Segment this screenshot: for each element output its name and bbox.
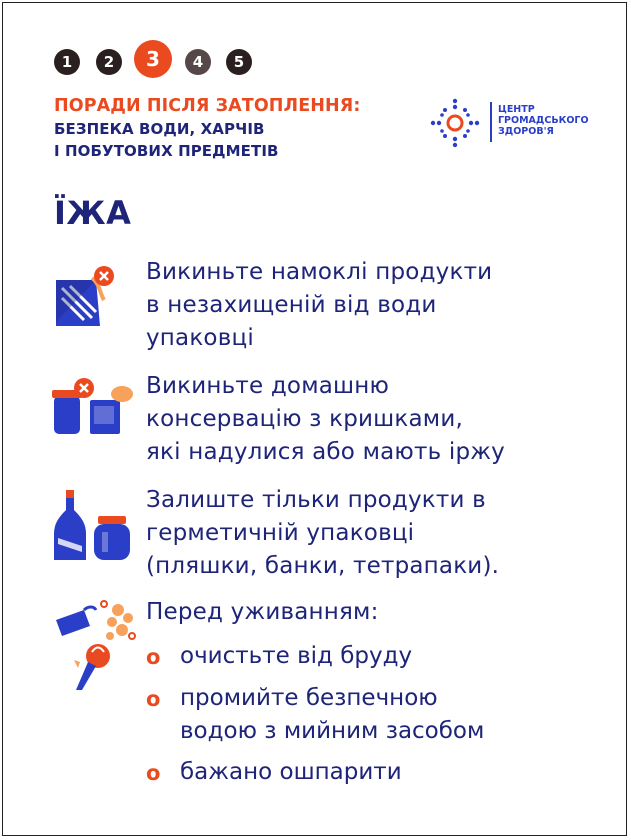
bullet-marker: o <box>146 761 161 785</box>
bullet-text: промийте безпечною <box>180 685 438 711</box>
tip-soaked-food <box>146 256 492 355</box>
tip-sealed-packaging <box>146 484 499 583</box>
tip-3-line-3: (пляшки, банки, тетрапаки). <box>146 553 500 579</box>
tip-1-line-1: Викиньте намоклі продукти <box>146 259 493 285</box>
page-title: ПОРАДИ ПІСЛЯ ЗАТОПЛЕННЯ: <box>54 96 361 116</box>
tip-3-line-1: Залиште тільки продукти в <box>146 487 486 513</box>
step-4[interactable]: 4 <box>185 49 211 75</box>
bullet-marker: o <box>146 687 161 711</box>
tip-2-line-1: Викиньте домашню <box>146 373 390 399</box>
bullet-text-continuation: водою з мийним засобом <box>180 718 485 744</box>
logo-text-line-2: ГРОМАДСЬКОГО <box>498 115 589 126</box>
logo-mark-icon <box>430 98 480 148</box>
step-1[interactable]: 1 <box>54 49 80 75</box>
public-health-center-logo <box>430 98 590 148</box>
soaked-food-package-icon <box>52 264 118 334</box>
step-2[interactable]: 2 <box>96 49 122 75</box>
tip-1-line-2: в незахищеній від води <box>146 292 437 318</box>
swollen-jar-icon <box>50 376 136 438</box>
bullet-marker: o <box>146 645 161 669</box>
page-subtitle-line-1: БЕЗПЕКА ВОДИ, ХАРЧІВ <box>54 120 265 138</box>
tip-3-line-2: герметичній упаковці <box>146 520 415 546</box>
washing-produce-icon <box>48 596 136 694</box>
step-3-active[interactable]: 3 <box>134 40 172 78</box>
logo-text-line-3: ЗДОРОВ'Я <box>498 126 554 137</box>
page-subtitle-line-2: І ПОБУТОВИХ ПРЕДМЕТІВ <box>54 142 279 160</box>
bullet-text: бажано ошпарити <box>180 759 402 785</box>
tip-1-line-3: упаковці <box>146 325 254 351</box>
section-title: ЇЖА <box>54 194 132 232</box>
tip-swollen-jars <box>146 370 505 469</box>
tip-2-line-3: які надулися або мають іржу <box>146 439 505 465</box>
logo-text-line-1: ЦЕНТР <box>498 104 535 115</box>
tip-4-line-1: Перед уживанням: <box>146 599 379 625</box>
tip-before-use <box>146 596 379 629</box>
sealed-bottle-jar-icon <box>52 488 132 566</box>
logo-divider <box>490 102 492 142</box>
bullet-text: очистьте від бруду <box>180 643 413 669</box>
step-5[interactable]: 5 <box>226 49 252 75</box>
tip-2-line-2: консервацію з кришками, <box>146 406 463 432</box>
step-indicator <box>54 40 274 84</box>
